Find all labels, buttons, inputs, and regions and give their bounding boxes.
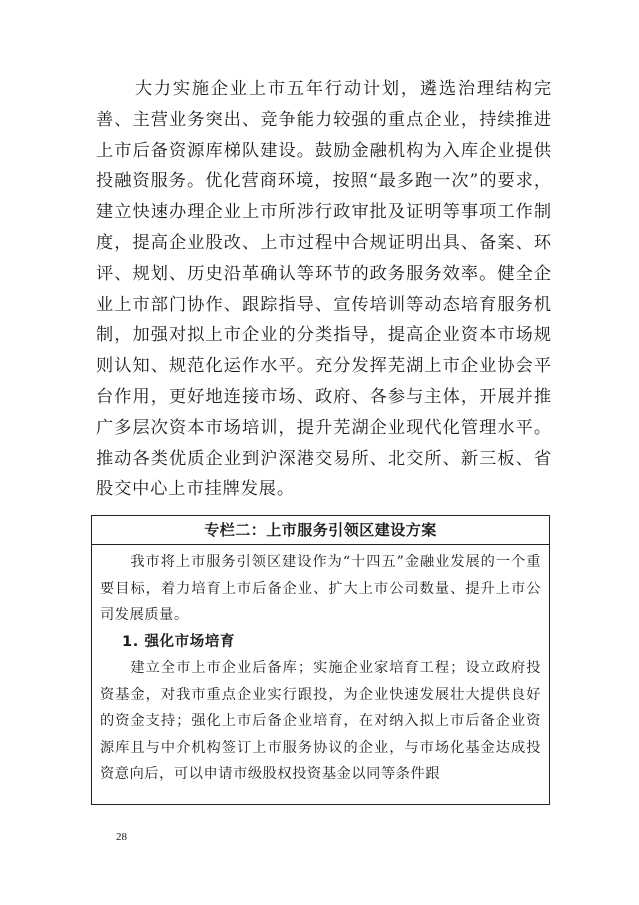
page-number: 28 [116, 831, 127, 843]
box-title: 专栏二：上市服务引领区建设方案 [92, 516, 549, 545]
box-intro-text: 我市将上市服务引领区建设作为“十四五”金融业发展的一个重要目标，着力培育上市后备企业、扩大上市公司数量、提升上市公司发展质量。 [100, 554, 541, 623]
box-body [92, 545, 549, 788]
box-intro [100, 549, 541, 629]
box-section-text [100, 655, 541, 788]
column-box [91, 515, 550, 805]
main-paragraph [96, 74, 552, 505]
box-section-text-content: 建立全市上市企业后备库；实施企业家培育工程；设立政府投资基金，对我市重点企业实行跟投，为企业快速发展壮大提供良好的资金支持；强化上市后备企业培育，在对纳入拟上市后备企业资源库且与中介机构签订上市服务协议的企业，与市场化基金达成投资意向后，可以申请市级股权投资基金以同等条件跟 [100, 660, 541, 782]
main-paragraph-text: 大力实施企业上市五年行动计划，遴选治理结构完善、主营业务突出、竞争能力较强的重点企业，持续推进上市后备资源库梯队建设。鼓励金融机构为入库企业提供投融资服务。优化营商环境，按照“最多跑一次”的要求，建立快速办理企业上市所涉行政审批及证明等事项工作制度，提高企业股改、上市过程中合规证明出具、备案、环评、规划、历史沿革确认等环节的政务服务效率。健全企业上市部门协作、跟踪指导、宣传培训等动态培育服务机制，加强对拟上市企业的分类指导，提高企业资本市场规则认知、规范化运作水平。充分发挥芜湖上市企业协会平台作用，更好地连接市场、政府、各参与主体，开展并推广多层次资本市场培训，提升芜湖企业现代化管理水平。推动各类优质企业到沪深港交易所、北交所、新三板、省股交中心上市挂牌发展。 [96, 79, 552, 500]
box-section-heading: 1. 强化市场培育 [122, 633, 236, 650]
